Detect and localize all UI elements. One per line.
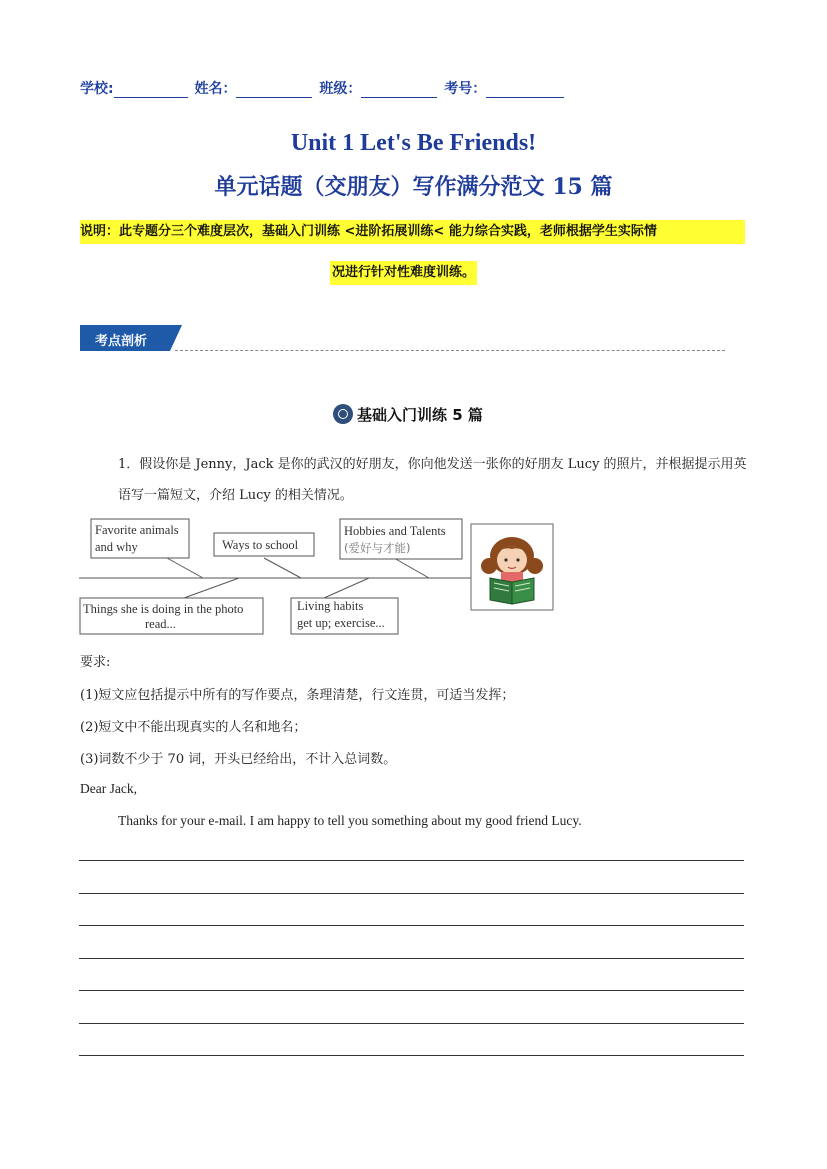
letter-salutation: Dear Jack, [80,781,137,796]
box-things-doing-line1: Things she is doing in the photo [83,602,244,616]
answer-line[interactable] [79,990,744,991]
class-label: 班级： [319,81,362,97]
page-title: Unit 1 Let's Be Friends! [290,130,537,156]
class-field[interactable] [361,81,437,98]
student-info-line [80,78,564,98]
box-favorite-animals-line1: Favorite animals [95,523,179,537]
section-heading [333,404,483,425]
box-living-habits-line2: get up; exercise... [297,616,385,630]
box-hobbies-line2: (爱好与才能) [344,541,411,555]
answer-line[interactable] [79,925,744,926]
letter-opening: Thanks for your e-mail. I am happy to tell you something about my good friend Lucy. [118,813,582,828]
box-favorite-animals-line2: and why [95,540,138,554]
school-label: 学校: [80,81,114,97]
fishbone-diagram [79,516,555,638]
box-hobbies-line1: Hobbies and Talents [344,524,446,538]
requirement-3: (3)词数不少于 70 词，开头已经给出，不计入总词数。 [80,752,397,767]
requirements-heading: 要求: [80,655,111,670]
question-text: 1．假设你是 Jenny，Jack 是你的武汉的好朋友，你向他发送一张你的好朋友 Lucy 的照片，并根据提示用英语写一篇短文，介绍 Lucy 的相关情况。 [118,457,747,503]
name-field[interactable] [236,81,312,98]
section-icon [333,404,353,424]
section-tab-label: 考点剖析 [95,334,148,349]
exam-no-label: 考号： [444,81,487,97]
dashed-divider [175,350,725,351]
page-subtitle: 单元话题（交朋友）写作满分范文 15 篇 [214,174,613,200]
box-ways-to-school: Ways to school [222,538,299,552]
lucy-reading-illustration [471,524,553,610]
section-heading-text: 基础入门训练 5 篇 [357,406,483,424]
answer-line[interactable] [79,860,744,861]
question-1 [80,449,750,511]
answer-line[interactable] [79,893,744,894]
note-line-1: 说明：此专题分三个难度层次，基础入门训练 <进阶拓展训练< 能力综合实践，老师根据学生实际情 [80,220,745,244]
name-label: 姓名： [194,81,237,97]
answer-line[interactable] [79,1023,744,1024]
box-living-habits-line1: Living habits [297,599,364,613]
answer-line[interactable] [79,1055,744,1056]
exam-no-field[interactable] [486,81,564,98]
requirement-1: (1)短文应包括提示中所有的写作要点，条理清楚，行文连贯，可适当发挥； [80,688,515,703]
answer-line[interactable] [79,958,744,959]
requirement-2: (2)短文中不能出现真实的人名和地名； [80,720,307,735]
school-field[interactable] [114,81,188,98]
box-things-doing-line2: read... [145,617,176,631]
note-line-2: 况进行针对性难度训练。 [330,261,477,285]
